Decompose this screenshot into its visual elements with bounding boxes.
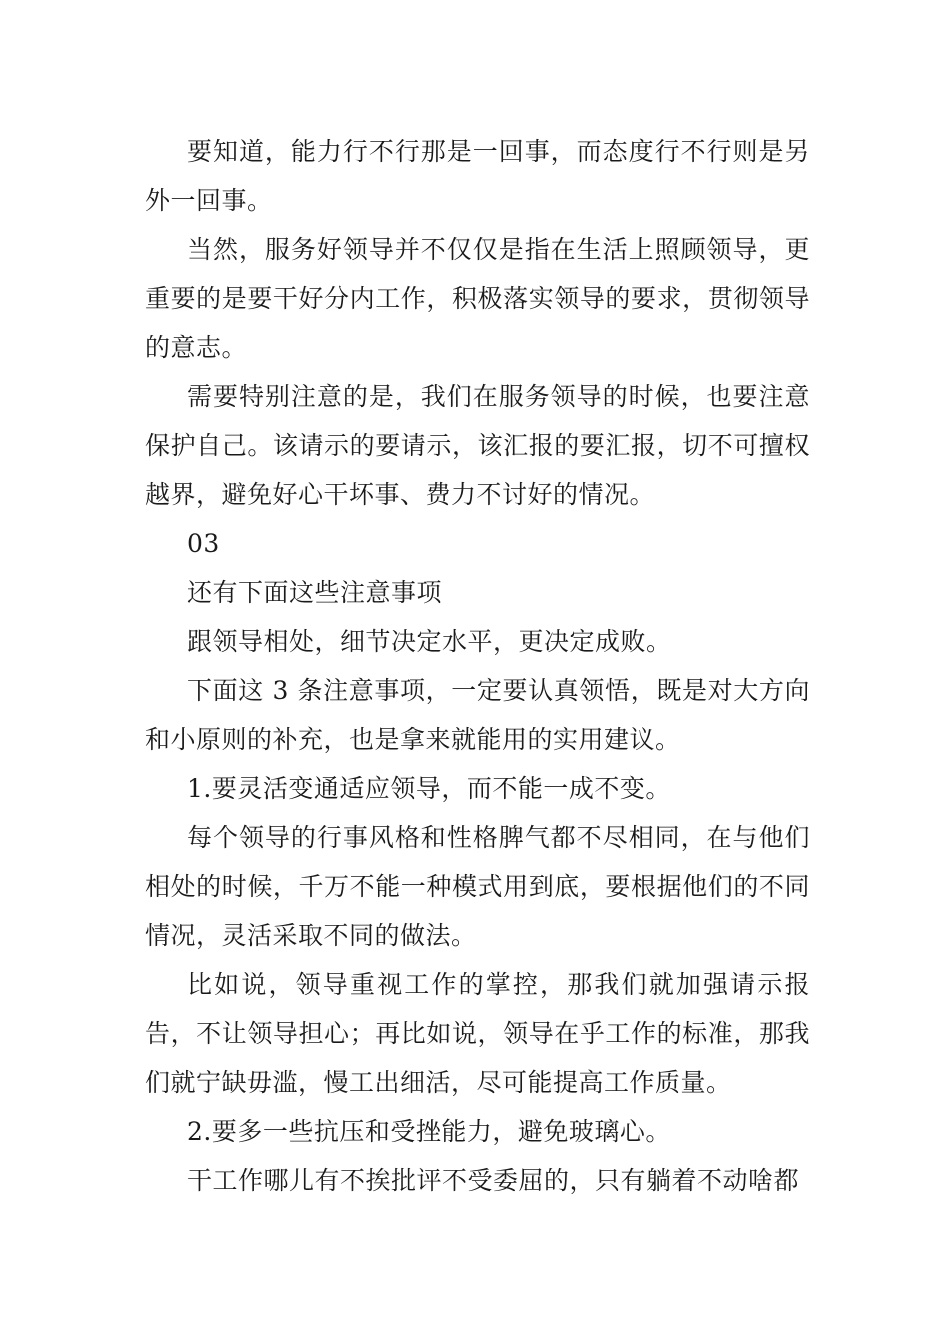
paragraph-5: 下面这 3 条注意事项，一定要认真领悟，既是对大方向和小原则的补充，也是拿来就能用的实用建议。 bbox=[145, 676, 810, 754]
section-heading: 还有下面这些注意事项 bbox=[187, 578, 443, 607]
paragraph-8: 干工作哪儿有不挨批评不受委屈的，只有躺着不动啥都 bbox=[187, 1166, 800, 1195]
paragraph-3: 需要特别注意的是，我们在服务领导的时候，也要注意保护自己。该请示的要请示，该汇报的要汇报，切不可擅权越界，避免好心干坏事、费力不讨好的情况。 bbox=[145, 382, 810, 509]
paragraph-7: 比如说，领导重视工作的掌控，那我们就加强请示报告，不让领导担心；再比如说，领导在乎工作的标准，那我们就宁缺毋滥，慢工出细活，尽可能提高工作质量。 bbox=[145, 970, 810, 1097]
paragraph-2: 当然，服务好领导并不仅仅是指在生活上照顾领导，更重要的是要干好分内工作，积极落实领导的要求，贯彻领导的意志。 bbox=[145, 235, 810, 362]
list-item-2-heading: 2.要多一些抗压和受挫能力，避免玻璃心。 bbox=[187, 1117, 671, 1146]
paragraph-4: 跟领导相处，细节决定水平，更决定成败。 bbox=[187, 627, 672, 656]
section-number: 03 bbox=[187, 529, 220, 558]
list-item-1-heading: 1.要灵活变通适应领导，而不能一成不变。 bbox=[187, 774, 671, 803]
paragraph-6: 每个领导的行事风格和性格脾气都不尽相同，在与他们相处的时候，千万不能一种模式用到底，要根据他们的不同情况，灵活采取不同的做法。 bbox=[145, 823, 810, 950]
paragraph-1: 要知道，能力行不行那是一回事，而态度行不行则是另外一回事。 bbox=[145, 137, 810, 215]
document-body bbox=[145, 127, 810, 1205]
